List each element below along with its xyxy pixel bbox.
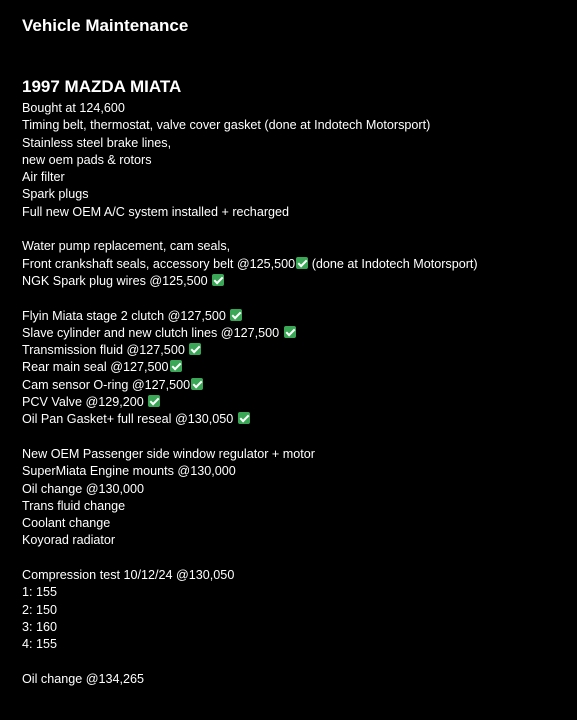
checkmark-icon	[230, 309, 242, 321]
note-line	[22, 550, 556, 567]
checkmark-icon	[191, 378, 203, 390]
note-line	[22, 325, 556, 342]
checkmark-icon	[284, 326, 296, 338]
checkmark-icon	[212, 274, 224, 286]
note-line	[22, 238, 556, 255]
note-line	[22, 619, 556, 636]
note-line-text: Koyorad radiator	[22, 533, 116, 548]
note-line	[22, 100, 556, 117]
note-line-text: SuperMiata Engine mounts @130,000	[22, 464, 236, 479]
note-line	[22, 273, 556, 290]
checkmark-icon	[296, 257, 308, 269]
note-content[interactable]	[22, 76, 556, 688]
note-heading: 1997 MAZDA MIATA	[22, 77, 182, 96]
note-line-text: Compression test 10/12/24 @130,050	[22, 568, 235, 583]
note-line-text: 4: 155	[22, 637, 58, 652]
note-line	[22, 377, 556, 394]
note-line	[22, 498, 556, 515]
note-line	[22, 602, 556, 619]
note-line-text: Timing belt, thermostat, valve cover gasket (done at Indotech Motorsport)	[22, 118, 431, 133]
note-line	[22, 584, 556, 601]
note-line-text: Coolant change	[22, 516, 111, 531]
note-body[interactable]	[22, 100, 556, 688]
note-line-text: Cam sensor O-ring @127,500	[22, 377, 191, 392]
note-line-text: Front crankshaft seals, accessory belt @125,500	[22, 256, 296, 271]
note-line	[22, 515, 556, 532]
note-line	[22, 636, 556, 653]
note-line	[22, 256, 556, 273]
note-line-text: Trans fluid change	[22, 498, 126, 513]
note-line	[22, 169, 556, 186]
checkmark-icon	[189, 343, 201, 355]
note-line	[22, 308, 556, 325]
note-line-text: Spark plugs	[22, 187, 89, 202]
page-title: Vehicle Maintenance	[22, 16, 189, 35]
note-line-text: New OEM Passenger side window regulator + motor	[22, 446, 315, 461]
note-line	[22, 290, 556, 307]
note-line	[22, 394, 556, 411]
note-line-text: Transmission fluid @127,500	[22, 343, 189, 358]
note-line	[22, 135, 556, 152]
note-line-text: 3: 160	[22, 619, 58, 634]
note-line-text: 2: 150	[22, 602, 58, 617]
note-line	[22, 567, 556, 584]
note-line-text: Air filter	[22, 170, 65, 185]
note-line	[22, 481, 556, 498]
note-line	[22, 342, 556, 359]
note-line-text: Flyin Miata stage 2 clutch @127,500	[22, 308, 230, 323]
note-line-text: Oil change @130,000	[22, 481, 145, 496]
note-line	[22, 671, 556, 688]
note-line	[22, 654, 556, 671]
note-line	[22, 532, 556, 549]
note-line-text: Oil Pan Gasket+ full reseal @130,050	[22, 412, 237, 427]
checkmark-icon	[148, 395, 160, 407]
note-line-suffix: (done at Indotech Motorsport)	[308, 256, 478, 271]
note-line-text: new oem pads & rotors	[22, 152, 152, 167]
note-line-text: Slave cylinder and new clutch lines @127,500	[22, 325, 283, 340]
note-line-text: 1: 155	[22, 585, 58, 600]
note-line	[22, 204, 556, 221]
note-line-text: Water pump replacement, cam seals,	[22, 239, 231, 254]
note-line	[22, 446, 556, 463]
note-line-text: Bought at 124,600	[22, 101, 125, 115]
note-line	[22, 411, 556, 428]
note-line	[22, 186, 556, 203]
note-line	[22, 152, 556, 169]
note-line-text: Full new OEM A/C system installed + recharged	[22, 204, 290, 219]
note-line-text: Oil change @134,265	[22, 671, 145, 686]
checkmark-icon	[238, 412, 250, 424]
note-line-text: Rear main seal @127,500	[22, 360, 169, 375]
note-line	[22, 463, 556, 480]
note-line	[22, 117, 556, 134]
note-line-text: NGK Spark plug wires @125,500	[22, 273, 212, 288]
note-line-text: Stainless steel brake lines,	[22, 135, 172, 150]
note-line	[22, 429, 556, 446]
note-line	[22, 221, 556, 238]
note-line	[22, 359, 556, 376]
checkmark-icon	[170, 360, 182, 372]
note-line-text: PCV Valve @129,200	[22, 395, 148, 410]
